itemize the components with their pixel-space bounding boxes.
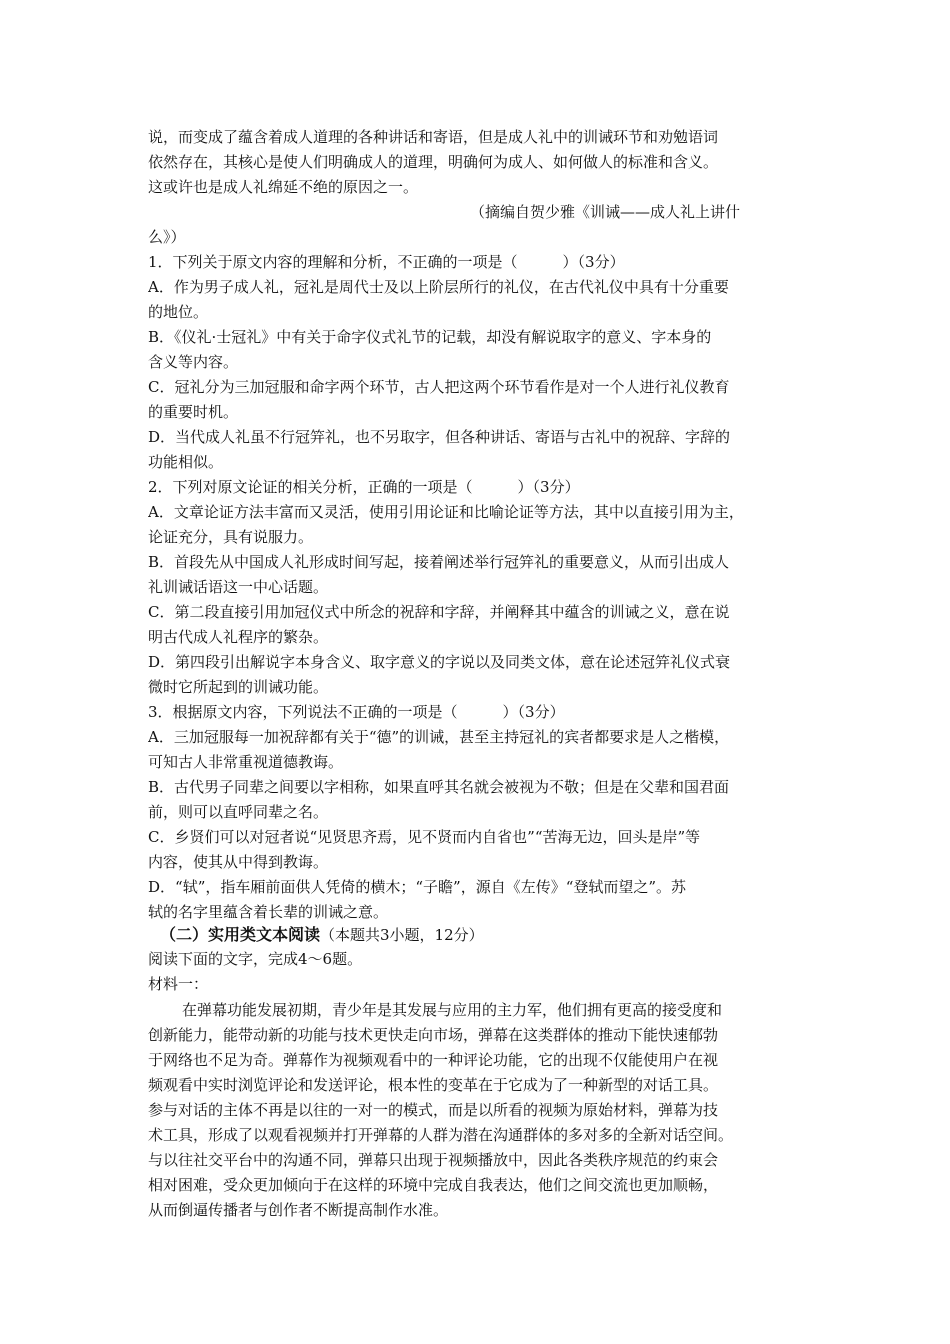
intro-line: 依然存在，其核心是使人们明确成人的道理，明确何为成人、如何做人的标准和含义。 bbox=[148, 153, 719, 171]
section-subtitle: （本题共3小题，12分） bbox=[320, 926, 484, 944]
paragraph-line: 与以往社交平台中的沟通不同，弹幕只出现于视频播放中，因此各类秩序规范的约束会 bbox=[148, 1151, 719, 1169]
material-label: 材料一： bbox=[148, 975, 209, 993]
q2-option-b-cont: 礼训诫话语这一中心话题。 bbox=[148, 578, 329, 596]
q3-option-a-cont: 可知古人非常重视道德教诲。 bbox=[148, 753, 344, 771]
q1-option-d-cont: 功能相似。 bbox=[148, 453, 224, 471]
q2-option-c: C．第二段直接引用加冠仪式中所念的祝辞和字辞，并阐释其中蕴含的训诫之义，意在说 bbox=[148, 603, 730, 621]
paragraph-line: 在弹幕功能发展初期，青少年是其发展与应用的主力军，他们拥有更高的接受度和 bbox=[182, 1001, 723, 1019]
intro-line: 说，而变成了蕴含着成人道理的各种讲话和寄语，但是成人礼中的训诫环节和劝勉语词 bbox=[148, 128, 719, 146]
q3-option-d: D．“轼”，指车厢前面供人凭倚的横木；“子瞻”，源自《左传》“登轼而望之”。苏 bbox=[148, 878, 687, 896]
q2-option-a-cont: 论证充分，具有说服力。 bbox=[148, 528, 314, 546]
intro-line: 这或许也是成人礼绵延不绝的原因之一。 bbox=[148, 178, 419, 196]
paragraph-line: 参与对话的主体不再是以往的一对一的模式，而是以所看的视频为原始材料，弹幕为技 bbox=[148, 1101, 719, 1119]
q3-option-a: A．三加冠服每一加祝辞都有关于“德”的训诫，甚至主持冠礼的宾者都要求是人之楷模， bbox=[148, 728, 730, 746]
q2-option-d: D．第四段引出解说字本身含义、取字意义的字说以及同类文体，意在论述冠笄礼仪式衰 bbox=[148, 653, 731, 671]
source-citation: （摘编自贺少雅《训诫——成人礼上讲什 bbox=[470, 203, 741, 221]
q2-option-c-cont: 明古代成人礼程序的繁杂。 bbox=[148, 628, 329, 646]
q3-option-c: C．乡贤们可以对冠者说“见贤思齐焉，见不贤而内自省也”“苦海无边，回头是岸”等 bbox=[148, 828, 701, 846]
q1-option-a: A．作为男子成人礼，冠礼是周代士及以上阶层所行的礼仪，在古代礼仪中具有十分重要 bbox=[148, 278, 729, 296]
paragraph-line: 创新能力，能带动新的功能与技术更快走向市场，弹幕在这类群体的推动下能快速郁勃 bbox=[148, 1026, 719, 1044]
paragraph-line: 相对困难，受众更加倾向于在这样的环境中完成自我表达，他们之间交流也更加顺畅， bbox=[148, 1176, 719, 1194]
source-citation-cont: 么》） bbox=[148, 228, 186, 246]
q2-option-d-cont: 微时它所起到的训诫功能。 bbox=[148, 678, 329, 696]
q2-option-a: A．文章论证方法丰富而又灵活，使用引用论证和比喻论证等方法，其中以直接引用为主， bbox=[148, 503, 744, 521]
q1-option-c-cont: 的重要时机。 bbox=[148, 403, 239, 421]
question-2-stem: 2．下列对原文论证的相关分析，正确的一项是（ ）（3分） bbox=[148, 478, 580, 496]
q3-option-b: B．古代男子同辈之间要以字相称，如果直呼其名就会被视为不敬；但是在父辈和国君面 bbox=[148, 778, 730, 796]
q3-option-d-cont: 轼的名字里蕴含着长辈的训诫之意。 bbox=[148, 903, 389, 921]
question-3-stem: 3．根据原文内容，下列说法不正确的一项是（ ）（3分） bbox=[148, 703, 565, 721]
q1-option-b: B．《仪礼·士冠礼》中有关于命字仪式礼节的记载，却没有解说取字的意义、字本身的 bbox=[148, 328, 712, 346]
q1-option-d: D．当代成人礼虽不行冠笄礼，也不另取字，但各种讲话、寄语与古礼中的祝辞、字辞的 bbox=[148, 428, 731, 446]
q3-option-b-cont: 前，则可以直呼同辈之名。 bbox=[148, 803, 329, 821]
section-instruction: 阅读下面的文字，完成4～6题。 bbox=[148, 950, 363, 968]
paragraph-line: 频观看中实时浏览评论和发送评论，根本性的变革在于它成为了一种新型的对话工具。 bbox=[148, 1076, 719, 1094]
paragraph-line: 术工具，形成了以观看视频并打开弹幕的人群为潜在沟通群体的多对多的全新对话空间。 bbox=[148, 1126, 734, 1144]
section-heading bbox=[160, 922, 820, 948]
q1-option-c: C．冠礼分为三加冠服和命字两个环节，古人把这两个环节看作是对一个人进行礼仪教育 bbox=[148, 378, 730, 396]
section-title: （二）实用类文本阅读 bbox=[160, 925, 321, 944]
paragraph-line: 从而倒逼传播者与创作者不断提高制作水准。 bbox=[148, 1201, 449, 1219]
q1-option-a-cont: 的地位。 bbox=[148, 303, 209, 321]
q3-option-c-cont: 内容，使其从中得到教诲。 bbox=[148, 853, 329, 871]
paragraph-line: 于网络也不足为奇。弹幕作为视频观看中的一种评论功能，它的出现不仅能使用户在视 bbox=[148, 1051, 719, 1069]
q2-option-b: B．首段先从中国成人礼形成时间写起，接着阐述举行冠笄礼的重要意义，从而引出成人 bbox=[148, 553, 730, 571]
question-1-stem: 1．下列关于原文内容的理解和分析，不正确的一项是（ ）（3分） bbox=[148, 253, 625, 271]
q1-option-b-cont: 含义等内容。 bbox=[148, 353, 239, 371]
